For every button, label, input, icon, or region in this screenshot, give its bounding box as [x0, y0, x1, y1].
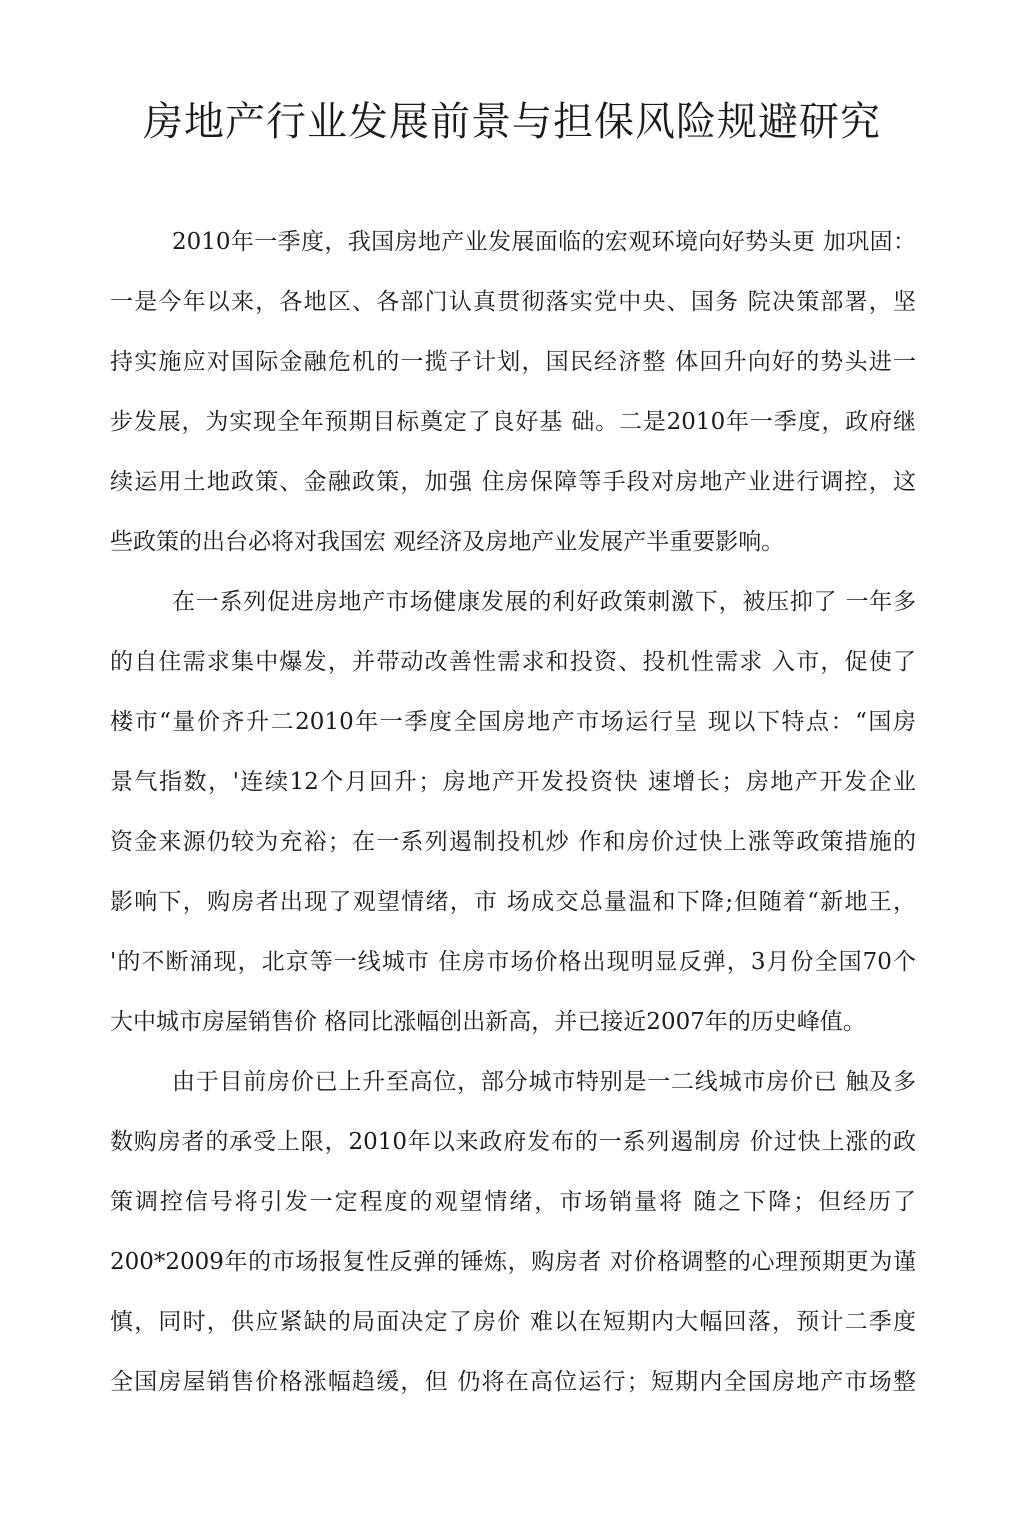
paragraph-line: 影响下，购房者出现了观望情绪，市 场成交总量温和下降;但随着“新地王，	[110, 889, 916, 915]
paragraph-line: 全国房屋销售价格涨幅趋缓，但 仍将在高位运行；短期内全国房地产市场整	[110, 1369, 916, 1395]
paragraph-line: 慎，同时，供应紧缺的局面决定了房价 难以在短期内大幅回落，预计二季度	[110, 1309, 916, 1335]
paragraph-line: 楼市“量价齐升二2010年一季度全国房地产市场运行呈 现以下特点：“国房	[110, 709, 916, 735]
paragraph-line: 续运用土地政策、金融政策，加强 住房保障等手段对房地产业进行调控，这	[110, 469, 916, 495]
paragraph-line: 由于目前房价已上升至高位，部分城市特别是一二线城市房价已 触及多	[172, 1069, 916, 1095]
paragraph-line: 一是今年以来，各地区、各部门认真贯彻落实党中央、国务 院决策部署，坚	[110, 289, 916, 315]
paragraph-line: 数购房者的承受上限，2010年以来政府发布的一系列遏制房 价过快上涨的政	[110, 1129, 916, 1155]
paragraph-line: 大中城市房屋销售价 格同比涨幅创出新高，并已接近2007年的历史峰值。	[110, 1009, 866, 1035]
paragraph-line: 策调控信号将引发一定程度的观望情绪，市场销量将 随之下降；但经历了	[110, 1189, 916, 1215]
paragraph-line: 2010年一季度，我国房地产业发展面临的宏观环境向好势头更 加巩固：	[172, 229, 916, 255]
paragraph-line: 在一系列促进房地产市场健康发展的利好政策刺激下，被压抑了 一年多	[172, 589, 916, 615]
paragraph-line: 持实施应对国际金融危机的一揽子计划，国民经济整 体回升向好的势头进一	[110, 349, 916, 375]
paragraph-line: 200*2009年的市场报复性反弹的锤炼，购房者 对价格调整的心理预期更为谨	[110, 1249, 916, 1275]
paragraph-line: 景气指数，'连续12个月回升；房地产开发投资快 速增长；房地产开发企业	[110, 769, 916, 795]
paragraph-line: 资金来源仍较为充裕；在一系列遏制投机炒 作和房价过快上涨等政策措施的	[110, 829, 916, 855]
paragraph-line: 些政策的出台必将对我国宏 观经济及房地产业发展产半重要影响。	[110, 529, 785, 555]
paragraph-line: '的不断涌现，北京等一线城市 住房市场价格出现明显反弹，3月份全国70个	[110, 949, 916, 975]
document-title: 房地产行业发展前景与担保风险规避研究	[143, 99, 881, 145]
paragraph-line: 步发展，为实现全年预期目标奠定了良好基 础。二是2010年一季度，政府继	[110, 409, 916, 435]
paragraph-line: 的自住需求集中爆发，并带动改善性需求和投资、投机性需求 入市，促使了	[110, 649, 916, 675]
